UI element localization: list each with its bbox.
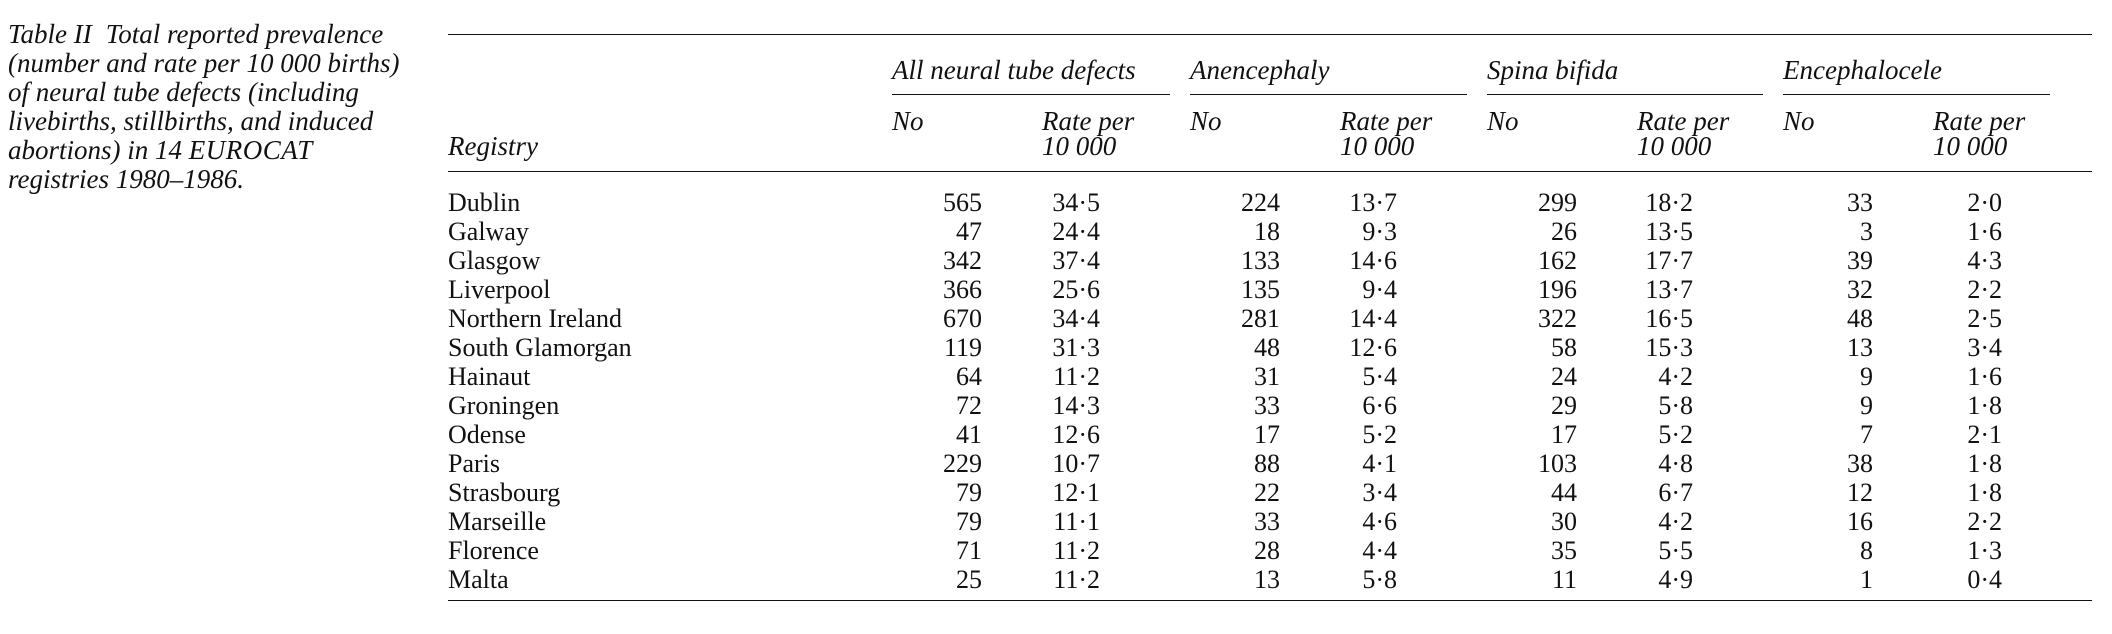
registry-cell: Northern Ireland <box>448 304 622 333</box>
registry-cell: Dublin <box>448 188 521 217</box>
table-row <box>448 391 2092 420</box>
rate-cell: 11·2 <box>1053 565 1100 594</box>
count-cell: 35 <box>1551 536 1577 565</box>
registry-header: Registry <box>448 131 538 161</box>
count-cell: 25 <box>956 565 982 594</box>
count-cell: 79 <box>956 478 982 507</box>
count-cell: 322 <box>1538 304 1577 333</box>
rate-cell: 1·6 <box>1967 362 2003 391</box>
rate-cell: 34·4 <box>1052 304 1100 333</box>
table-row <box>448 275 2092 304</box>
registry-cell: Hainaut <box>448 362 531 391</box>
count-cell: 79 <box>956 507 982 536</box>
count-cell: 135 <box>1241 275 1280 304</box>
rate-cell: 12·1 <box>1052 478 1100 507</box>
rate-cell: 4·1 <box>1362 449 1397 478</box>
count-cell: 119 <box>943 333 982 362</box>
sub-header-no: No <box>1487 106 1519 136</box>
count-cell: 33 <box>1847 188 1874 217</box>
prevalence-table-container <box>448 34 2092 601</box>
count-cell: 47 <box>956 217 982 246</box>
rate-cell: 1·6 <box>1967 217 2003 246</box>
count-cell: 17 <box>1551 420 1577 449</box>
registry-group-spacer <box>448 35 892 102</box>
count-cell: 196 <box>1538 275 1577 304</box>
count-cell: 31 <box>1254 362 1280 391</box>
rate-cell: 0·4 <box>1967 565 2003 594</box>
rate-cell: 4·6 <box>1362 507 1397 536</box>
count-cell: 48 <box>1254 333 1280 362</box>
count-cell: 39 <box>1847 246 1874 275</box>
rate-cell: 5·5 <box>1658 536 1694 565</box>
count-cell: 29 <box>1551 391 1577 420</box>
count-cell: 565 <box>943 188 982 217</box>
count-cell: 18 <box>1254 217 1280 246</box>
count-cell: 64 <box>956 362 982 391</box>
count-cell: 12 <box>1847 478 1874 507</box>
registry-cell: Paris <box>448 449 500 478</box>
rate-cell: 4·8 <box>1658 449 1694 478</box>
rate-cell: 15·3 <box>1645 333 1694 362</box>
rate-cell: 14·6 <box>1349 246 1397 275</box>
count-cell: 133 <box>1241 246 1280 275</box>
caption-text-1: Total reported prevalence (number and rate per 10 000 births) of neural tube defects (including livebirths, stillbirths, and induced abortions) in 14 <box>8 19 400 165</box>
count-cell: 11 <box>1551 565 1577 594</box>
table-row <box>448 304 2092 333</box>
table-row <box>448 217 2092 246</box>
caption-text-2: registries 1980–1986. <box>8 164 244 194</box>
rate-cell: 4·9 <box>1658 565 1694 594</box>
rate-cell: 4·2 <box>1658 362 1694 391</box>
table-row <box>448 246 2092 275</box>
registry-cell: Florence <box>448 536 539 565</box>
count-cell: 48 <box>1847 304 1874 333</box>
registry-cell: Glasgow <box>448 246 541 275</box>
rate-cell: 4·3 <box>1967 246 2003 275</box>
rate-cell: 11·2 <box>1053 362 1100 391</box>
sub-header-rate: Rate per 10 000 <box>1637 106 1730 161</box>
rate-cell: 4·2 <box>1658 507 1694 536</box>
rate-cell: 3·4 <box>1967 333 2003 362</box>
caption-eurocat: EUROCAT <box>188 135 313 165</box>
sub-header-no: No <box>1783 106 1815 136</box>
sub-header-no: No <box>892 106 924 136</box>
count-cell: 32 <box>1847 275 1874 304</box>
rate-cell: 2·0 <box>1967 188 2003 217</box>
count-cell: 33 <box>1254 507 1280 536</box>
registry-cell: Liverpool <box>448 275 551 304</box>
registry-cell: Odense <box>448 420 526 449</box>
rate-cell: 6·6 <box>1362 391 1397 420</box>
count-cell: 41 <box>956 420 982 449</box>
rate-cell: 37·4 <box>1052 246 1100 275</box>
rate-cell: 12·6 <box>1349 333 1397 362</box>
rate-cell: 14·3 <box>1052 391 1100 420</box>
rate-cell: 14·4 <box>1349 304 1397 333</box>
rate-cell: 1·8 <box>1967 478 2003 507</box>
count-cell: 224 <box>1241 188 1280 217</box>
count-cell: 162 <box>1538 246 1577 275</box>
rate-cell: 2·2 <box>1967 275 2003 304</box>
table-row <box>448 172 2092 218</box>
count-cell: 17 <box>1254 420 1280 449</box>
table-row <box>448 449 2092 478</box>
count-cell: 72 <box>956 391 982 420</box>
count-cell: 88 <box>1254 449 1280 478</box>
count-cell: 71 <box>956 536 982 565</box>
count-cell: 26 <box>1551 217 1577 246</box>
table-label: Table II <box>8 19 92 49</box>
table-caption <box>8 20 408 194</box>
registry-cell: Malta <box>448 565 509 594</box>
rate-cell: 1·3 <box>1967 536 2003 565</box>
count-cell: 44 <box>1551 478 1577 507</box>
rate-cell: 5·2 <box>1658 420 1694 449</box>
rate-cell: 5·8 <box>1362 565 1397 594</box>
count-cell: 33 <box>1254 391 1280 420</box>
table-row <box>448 536 2092 565</box>
rate-cell: 11·1 <box>1053 507 1100 536</box>
rate-cell: 12·6 <box>1052 420 1100 449</box>
rate-cell: 1·8 <box>1967 449 2003 478</box>
rate-cell: 13·5 <box>1645 217 1694 246</box>
count-cell: 1 <box>1860 565 1874 594</box>
group-header-row <box>448 35 2092 102</box>
count-cell: 58 <box>1551 333 1577 362</box>
rate-cell: 25·6 <box>1052 275 1100 304</box>
sub-header-rate: Rate per 10 000 <box>1042 106 1135 161</box>
registry-cell: South Glamorgan <box>448 333 632 362</box>
table-row <box>448 507 2092 536</box>
registry-cell: Marseille <box>448 507 547 536</box>
count-cell: 299 <box>1538 188 1577 217</box>
rate-cell: 5·8 <box>1658 391 1694 420</box>
table-row <box>448 565 2092 601</box>
rate-cell: 10·7 <box>1052 449 1100 478</box>
group-header-encephalocele: Encephalocele <box>1783 35 2092 102</box>
sub-header-no: No <box>1190 106 1222 136</box>
rate-cell: 13·7 <box>1645 275 1694 304</box>
count-cell: 7 <box>1860 420 1874 449</box>
sub-header-rate: Rate per 10 000 <box>1933 106 2026 161</box>
registry-cell: Strasbourg <box>448 478 561 507</box>
count-cell: 13 <box>1847 333 1874 362</box>
registry-cell: Galway <box>448 217 529 246</box>
rate-cell: 16·5 <box>1645 304 1694 333</box>
rate-cell: 9·3 <box>1362 217 1397 246</box>
count-cell: 670 <box>943 304 982 333</box>
count-cell: 9 <box>1860 391 1874 420</box>
count-cell: 366 <box>943 275 982 304</box>
table-row <box>448 420 2092 449</box>
rate-cell: 2·5 <box>1967 304 2003 333</box>
count-cell: 342 <box>943 246 982 275</box>
count-cell: 28 <box>1254 536 1280 565</box>
group-header-anencephaly: Anencephaly <box>1190 35 1487 102</box>
rate-cell: 1·8 <box>1967 391 2003 420</box>
rate-cell: 2·1 <box>1967 420 2003 449</box>
rate-cell: 24·4 <box>1052 217 1100 246</box>
count-cell: 13 <box>1254 565 1280 594</box>
count-cell: 8 <box>1860 536 1874 565</box>
rate-cell: 13·7 <box>1349 188 1397 217</box>
count-cell: 30 <box>1551 507 1577 536</box>
rate-cell: 17·7 <box>1645 246 1694 275</box>
rate-cell: 5·2 <box>1362 420 1397 449</box>
count-cell: 281 <box>1241 304 1280 333</box>
count-cell: 9 <box>1860 362 1874 391</box>
count-cell: 24 <box>1551 362 1577 391</box>
count-cell: 103 <box>1538 449 1577 478</box>
count-cell: 3 <box>1860 217 1874 246</box>
rate-cell: 4·4 <box>1362 536 1397 565</box>
group-header-all-ntd: All neural tube defects <box>892 35 1190 102</box>
rate-cell: 31·3 <box>1052 333 1100 362</box>
table-row <box>448 333 2092 362</box>
count-cell: 229 <box>943 449 982 478</box>
table-body <box>448 172 2092 601</box>
rate-cell: 11·2 <box>1053 536 1100 565</box>
prevalence-table <box>448 34 2092 601</box>
count-cell: 38 <box>1847 449 1874 478</box>
count-cell: 22 <box>1254 478 1280 507</box>
rate-cell: 5·4 <box>1362 362 1397 391</box>
table-row <box>448 362 2092 391</box>
table-row <box>448 478 2092 507</box>
rate-cell: 3·4 <box>1362 478 1397 507</box>
count-cell: 16 <box>1847 507 1874 536</box>
rate-cell: 2·2 <box>1967 507 2003 536</box>
sub-header-row <box>448 101 2092 172</box>
group-header-spina-bifida: Spina bifida <box>1487 35 1783 102</box>
sub-header-rate: Rate per 10 000 <box>1340 106 1433 161</box>
rate-cell: 34·5 <box>1052 188 1100 217</box>
registry-cell: Groningen <box>448 391 560 420</box>
rate-cell: 6·7 <box>1658 478 1694 507</box>
rate-cell: 18·2 <box>1645 188 1694 217</box>
rate-cell: 9·4 <box>1362 275 1397 304</box>
